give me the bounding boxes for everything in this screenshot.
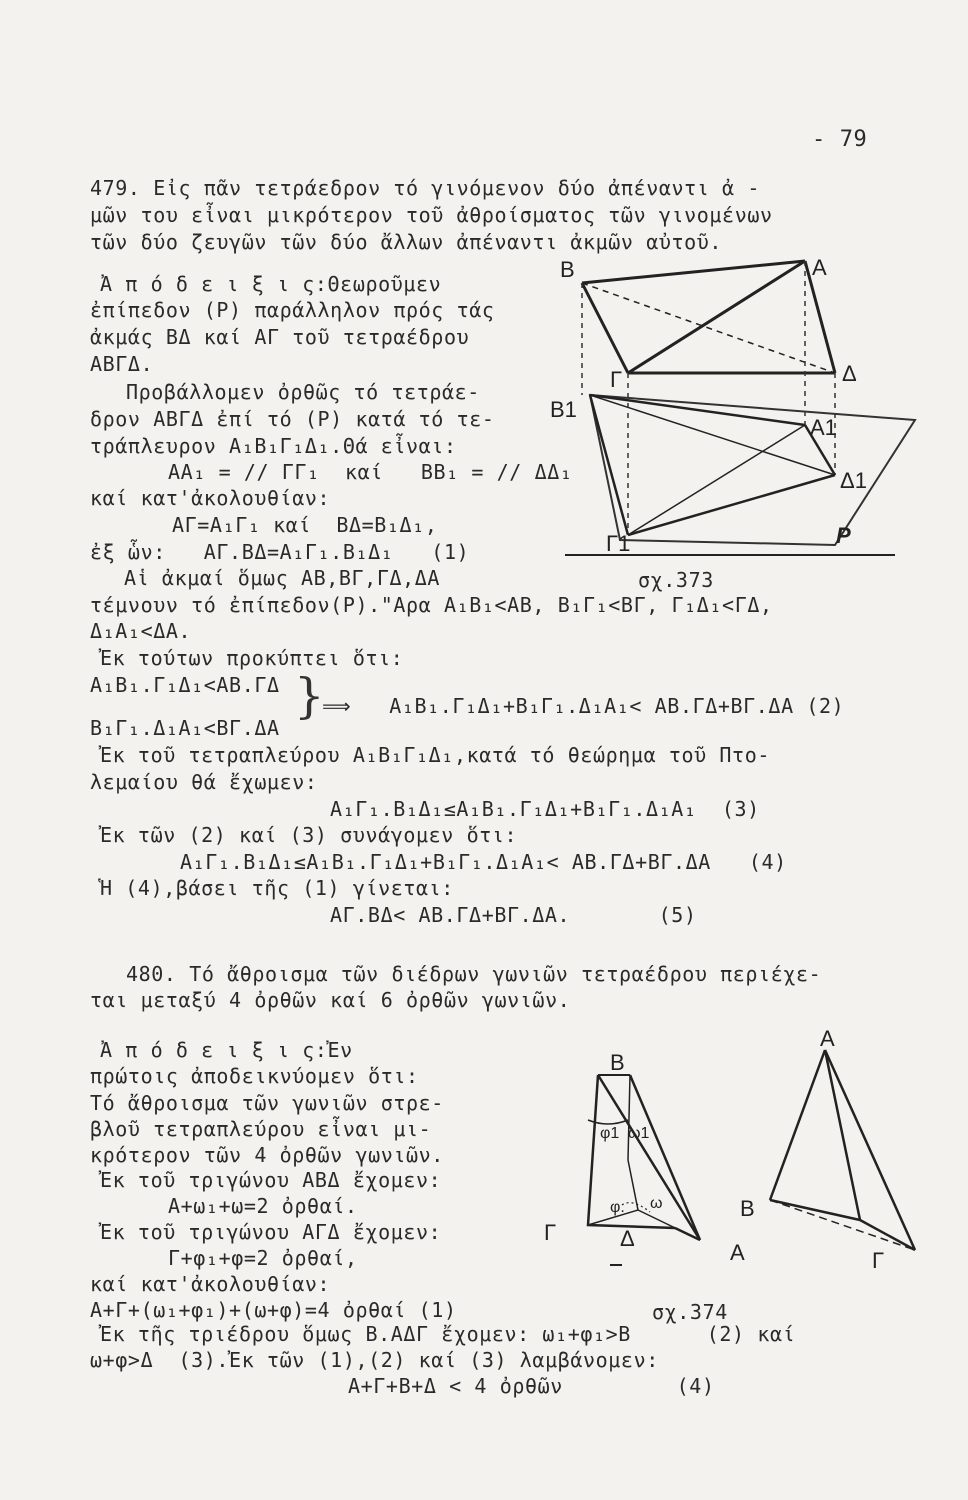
- fig373-label-A: A: [812, 255, 827, 280]
- p479-proof-line: Αἱ ἀκμαί ὅμως ΑΒ,ΒΓ,ΓΔ,ΔΑ: [124, 566, 441, 590]
- p480-proof-line: καί κατ'ἀκολουθίαν:: [90, 1272, 331, 1296]
- p479-proof-line: Προβάλλομεν ὀρθῶς τό τετράε-: [126, 380, 480, 404]
- fig374-label-omega1: ω1: [628, 1125, 650, 1142]
- p479-proof-line: ἀκμάς ΒΔ καί ΑΓ τοῦ τετραέδρου: [90, 325, 470, 349]
- fig374-label-B-right: B: [740, 1196, 755, 1221]
- fig373-label-B1: B1: [550, 397, 577, 422]
- fig373-label-D: Δ: [842, 361, 857, 386]
- p480-statement-line: 480. Τό ἄθροισμα τῶν διέδρων γωνιῶν τετραέδρου περιέχε-: [126, 962, 822, 986]
- fig373-label-A1: A1: [810, 415, 837, 440]
- figure-373: [550, 255, 930, 565]
- p480-proof-line: Α+Γ+(ω₁+φ₁)+(ω+φ)=4 ὀρθαί (1): [90, 1298, 457, 1322]
- p480-proof-line: Α+ω₁+ω=2 ὀρθαί.: [168, 1194, 358, 1218]
- p479-line: Ἐκ τούτων προκύπτει ὅτι:: [100, 646, 404, 670]
- p479-statement-line: τῶν δύο ζευγῶν τῶν δύο ἄλλων ἀπέναντι ἀκμῶν αὐτοῦ.: [90, 230, 723, 254]
- fig374-label-phi: φ.: [610, 1199, 625, 1216]
- p480-proof-line: βλοῦ τετραπλεύρου εἶναι μι-: [90, 1117, 432, 1141]
- p480-proof-line: πρώτοις ἀποδεικνύομεν ὅτι:: [90, 1064, 419, 1088]
- p479-proof-line: ἐξ ὧν: ΑΓ.ΒΔ=Α₁Γ₁.Β₁Δ₁ (1): [90, 540, 470, 564]
- p479-proof-line: ΑΒΓΔ.: [90, 352, 154, 376]
- fig373-label-G1: Γ1: [606, 531, 631, 556]
- fig373-caption: σχ.373: [638, 568, 714, 592]
- p480-proof-line: Ἐκ τοῦ τριγώνου ΑΒΔ ἔχομεν:: [100, 1168, 442, 1192]
- p479-proof-line: καί κατ'ἀκολουθίαν:: [90, 486, 331, 510]
- fig374-label-B: B: [610, 1050, 625, 1075]
- p479-line: τέμνουν τό ἐπίπεδον(P)."Αρα Α₁Β₁<ΑΒ, Β₁Γ₁<ΒΓ, Γ₁Δ₁<ΓΔ,: [90, 593, 773, 617]
- fig374-label-A-left: A: [730, 1240, 745, 1265]
- p479-line: Δ₁Α₁<ΔΑ.: [90, 619, 192, 643]
- p479-rest-line: Ἡ (4),βάσει τῆς (1) γίνεται:: [100, 876, 454, 900]
- p480-tail-line: Ἐκ τῆς τριέδρου ὅμως Β.ΑΔΓ ἔχομεν: ω₁+φ₁>Β (2) καί: [100, 1322, 796, 1346]
- p480-tail-line: ω+φ>Δ (3).Ἐκ τῶν (1),(2) καί (3) λαμβάνομεν:: [90, 1348, 659, 1372]
- p480-proof-line: Ἐκ τοῦ τριγώνου ΑΓΔ ἔχομεν:: [100, 1220, 442, 1244]
- fig373-label-B: B: [560, 257, 575, 282]
- p480-tail-line: Α+Γ+Β+Δ < 4 ὀρθῶν (4): [348, 1374, 715, 1398]
- p479-proof-line: δρον ΑΒΓΔ ἐπί τό (P) κατά τό τε-: [90, 407, 495, 431]
- fig374-label-G-right: Γ: [872, 1248, 885, 1273]
- p479-rest-line: λεμαίου θά ἔχωμεν:: [90, 770, 318, 794]
- p479-rest-line: ΑΓ.ΒΔ< ΑΒ.ΓΔ+ΒΓ.ΔΑ. (5): [330, 903, 697, 927]
- fig374-label-omega: ω: [650, 1195, 663, 1212]
- fig373-label-G: Γ: [610, 367, 623, 392]
- p479-proof-line: τράπλευρον Α₁Β₁Γ₁Δ₁.Θά εἶναι:: [90, 434, 457, 458]
- p479-rest-line: Ἐκ τῶν (2) καί (3) συνάγομεν ὅτι:: [100, 823, 518, 847]
- p479-proof-line: Ἀ π ό δ ε ι ξ ι ς:Θεωροῦμεν: [100, 272, 442, 296]
- p480-statement-line: ται μεταξύ 4 ὀρθῶν καί 6 ὀρθῶν γωνιῶν.: [90, 988, 571, 1012]
- page-number: - 79: [812, 127, 868, 152]
- brace-result: ⟹ Α₁Β₁.Γ₁Δ₁+Β₁Γ₁.Δ₁Α₁< ΑΒ.ΓΔ+ΒΓ.ΔΑ (2): [322, 694, 845, 718]
- fig374-caption: σχ.374: [652, 1300, 728, 1324]
- curly-brace: }: [294, 668, 325, 724]
- fig374-label-A: A: [820, 1026, 835, 1051]
- fig373-label-D1: Δ1: [840, 468, 867, 493]
- p480-proof-line: Τό ἄθροισμα τῶν γωνιῶν στρε-: [90, 1091, 444, 1115]
- p480-proof-line: Γ+φ₁+φ=2 ὀρθαί,: [168, 1246, 358, 1270]
- brace-bottom-ineq: Β₁Γ₁.Δ₁Α₁<ΒΓ.ΔΑ: [90, 716, 280, 740]
- fig374-label-D: Δ: [620, 1226, 635, 1251]
- p479-proof-line: ΑΓ=Α₁Γ₁ καί ΒΔ=Β₁Δ₁,: [172, 513, 438, 537]
- fig374-label-G: Γ: [544, 1220, 557, 1245]
- p479-statement-line: μῶν του εἶναι μικρότερον τοῦ ἀθροίσματος τῶν γινομένων: [90, 203, 773, 227]
- p479-rest-line: Ἐκ τοῦ τετραπλεύρου Α₁Β₁Γ₁Δ₁,κατά τό θεώρημα τοῦ Πτο-: [100, 743, 770, 767]
- p479-rest-line: Α₁Γ₁.Β₁Δ₁≤Α₁Β₁.Γ₁Δ₁+Β₁Γ₁.Δ₁Α₁< ΑΒ.ΓΔ+ΒΓ.ΔΑ (4): [180, 850, 787, 874]
- p480-proof-line: κρότερον τῶν 4 ὀρθῶν γωνιῶν.: [90, 1143, 444, 1167]
- p479-statement-line: 479. Εἰς πᾶν τετράεδρον τό γινόμενον δύο ἀπέναντι ἀ -: [90, 176, 760, 200]
- brace-top-ineq: Α₁Β₁.Γ₁Δ₁<ΑΒ.ΓΔ: [90, 673, 280, 697]
- p480-proof-line: Ἀ π ό δ ε ι ξ ι ς:Ἐν: [100, 1038, 353, 1062]
- figure-374: [544, 1026, 920, 1300]
- fig373-label-P: P: [836, 523, 851, 548]
- fig374-label-phi1: φ1: [600, 1125, 620, 1142]
- p479-rest-line: Α₁Γ₁.Β₁Δ₁≤Α₁Β₁.Γ₁Δ₁+Β₁Γ₁.Δ₁Α₁ (3): [330, 797, 760, 821]
- p479-proof-line: ΑΑ₁ = // ΓΓ₁ καί ΒΒ₁ = // ΔΔ₁: [168, 460, 573, 484]
- p479-proof-line: ἐπίπεδον (P) παράλληλον πρός τάς: [90, 298, 495, 322]
